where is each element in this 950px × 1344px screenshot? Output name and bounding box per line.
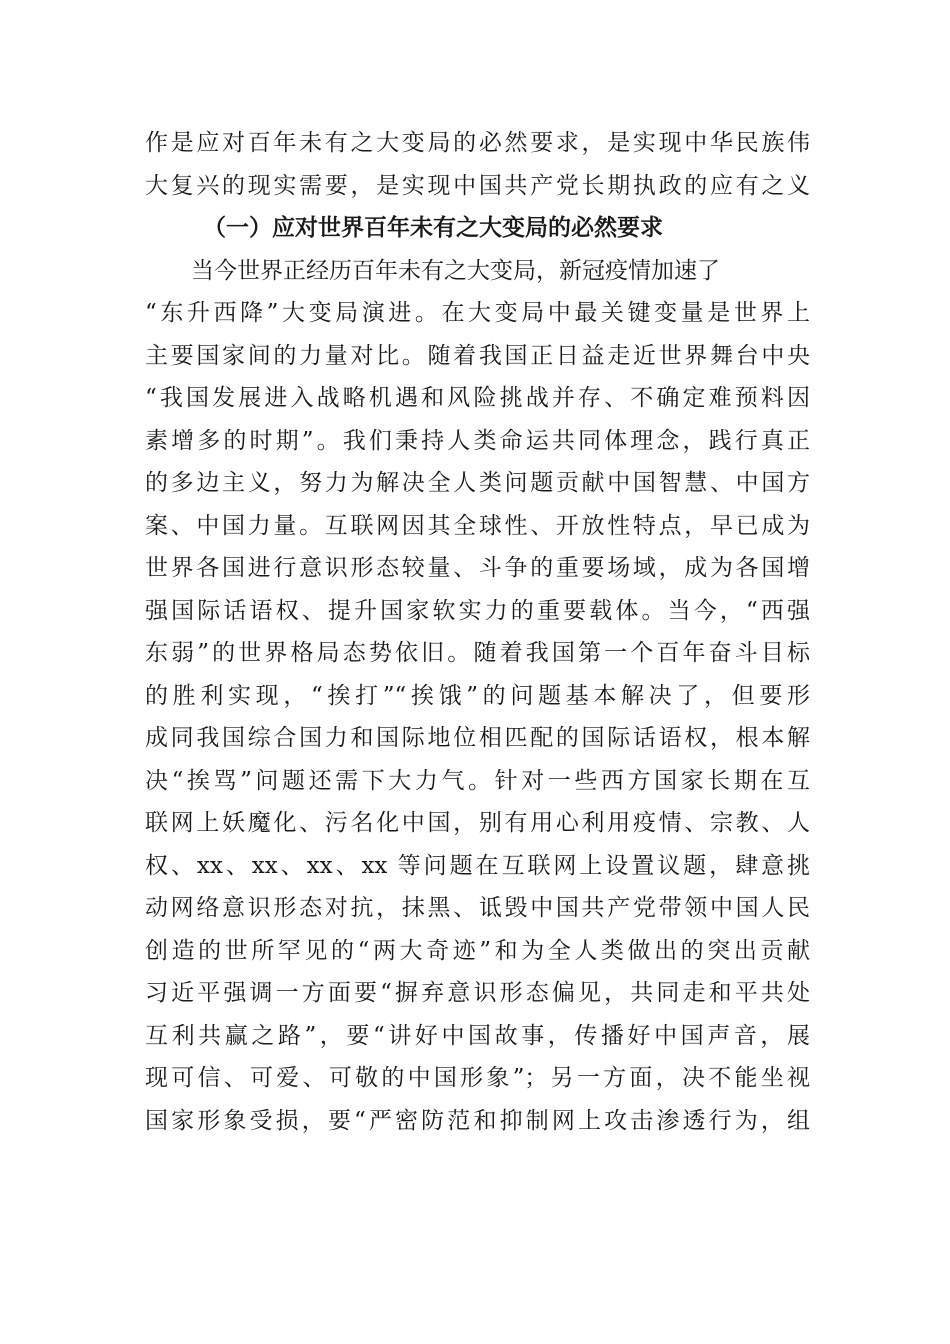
- paragraph-line: 案、中国力量。互联网因其全球性、开放性特点，早已成为: [145, 512, 810, 539]
- paragraph-line: 当今世界正经历百年未有之大变局，新冠疫情加速了: [145, 257, 720, 284]
- paragraph-line: 现可信、可爱、可敬的中国形象”；另一方面，决不能坐视: [145, 1065, 810, 1091]
- paragraph-line: 世界各国进行意识形态较量、斗争的重要场域，成为各国增: [145, 555, 810, 581]
- paragraph-line: 的多边主义，努力为解决全人类问题贡献中国智慧、中国方: [145, 470, 810, 496]
- paragraph-line: 创造的世所罕见的“两大奇迹”和为全人类做出的突出贡献: [145, 937, 810, 964]
- paragraph-line: 主要国家间的力量对比。随着我国正日益走近世界舞台中央: [145, 342, 810, 369]
- paragraph-line: 国家形象受损，要“严密防范和抑制网上攻击渗透行为，组: [145, 1107, 810, 1134]
- paragraph-line: 动网络意识形态对抗，抹黑、诋毁中国共产党带领中国人民: [145, 895, 810, 921]
- paragraph-line: 联网上妖魔化、污名化中国，别有用心利用疫情、宗教、人: [145, 810, 810, 836]
- paragraph-line: 成同我国综合国力和国际地位相匹配的国际话语权，根本解: [145, 725, 810, 751]
- paragraph-line: 素增多的时期”。我们秉持人类命运共同体理念，践行真正: [145, 427, 810, 454]
- paragraph-line: 决“挨骂”问题还需下大力气。针对一些西方国家长期在互: [145, 767, 810, 794]
- paragraph-line: 习近平强调一方面要“摒弃意识形态偏见，共同走和平共处: [145, 980, 810, 1006]
- paragraph-line: 互利共赢之路”，要“讲好中国故事，传播好中国声音，展: [145, 1022, 810, 1049]
- intro-line: 作是应对百年未有之大变局的必然要求，是实现中华民族伟: [145, 130, 810, 156]
- paragraph-line: 的胜利实现，“挨打”“挨饿”的问题基本解决了，但要形: [145, 682, 810, 709]
- paragraph-line: 东弱”的世界格局态势依旧。随着我国第一个百年奋斗目标: [145, 640, 810, 666]
- paragraph-line: 权、xx、xx、xx、xx 等问题在互联网上设置议题，肆意挑: [145, 852, 810, 879]
- paragraph-line: “东升西降”大变局演进。在大变局中最关键变量是世界上: [145, 300, 810, 326]
- paragraph-line: 强国际话语权、提升国家软实力的重要载体。当今，“西强: [145, 597, 810, 624]
- document-body: [145, 122, 810, 1142]
- paragraph-line: “我国发展进入战略机遇和风险挑战并存、不确定难预料因: [145, 385, 810, 411]
- intro-line: 大复兴的现实需要，是实现中国共产党长期执政的应有之义: [145, 172, 810, 199]
- section-heading: （一）应对世界百年未有之大变局的必然要求: [203, 214, 663, 241]
